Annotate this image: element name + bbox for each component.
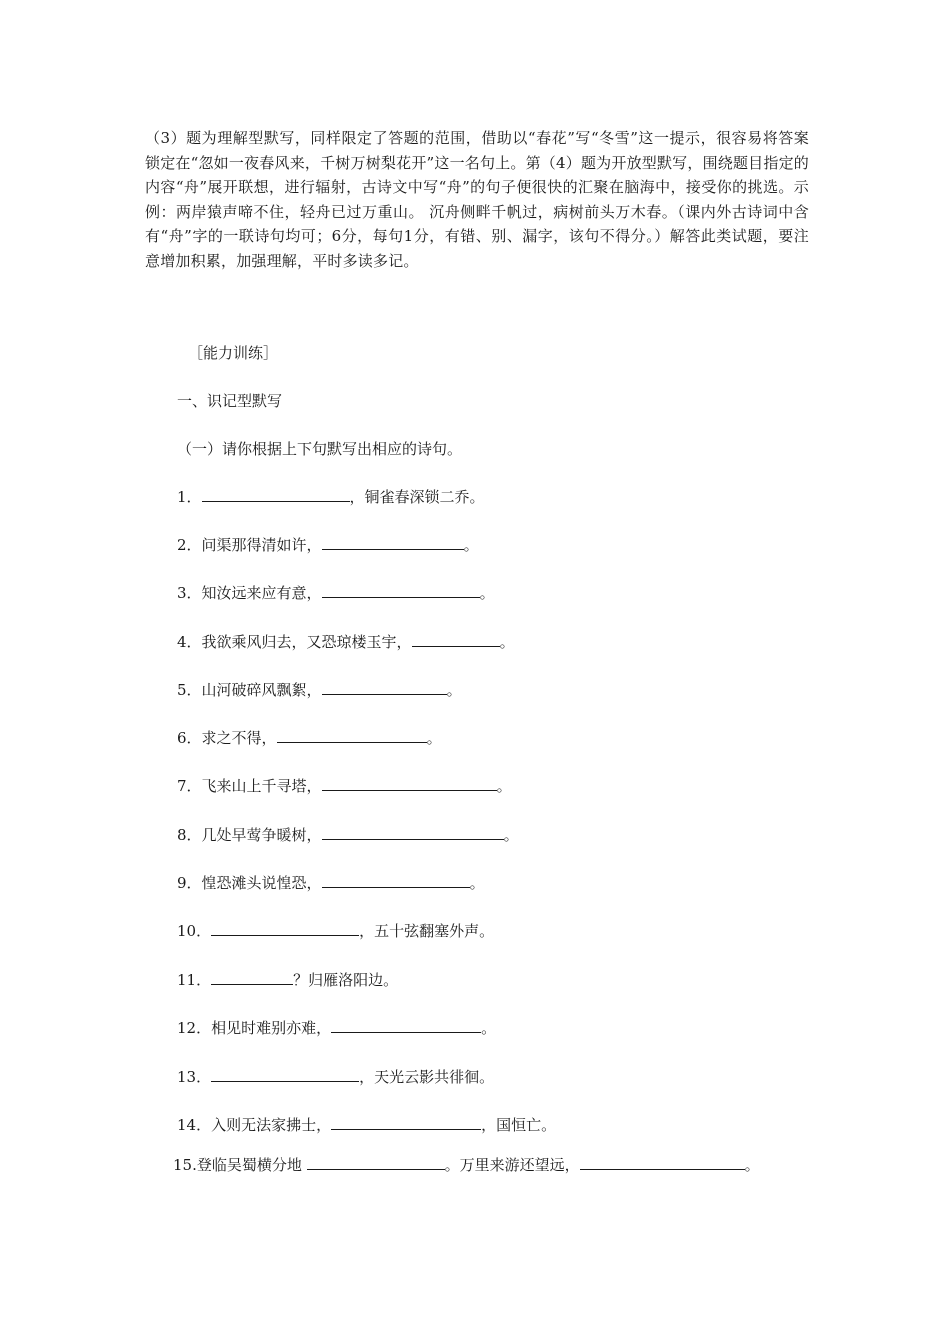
question-6: [177, 727, 442, 748]
question-text: ，天光云影共徘徊。: [359, 1068, 495, 1086]
answer-blank[interactable]: [277, 728, 427, 743]
question-text: ，国恒亡。: [481, 1116, 557, 1134]
question-text: ？归雁洛阳边。: [293, 971, 399, 989]
answer-blank[interactable]: [331, 1018, 481, 1033]
question-3: [177, 582, 495, 603]
question-12: [177, 1017, 496, 1038]
answer-blank[interactable]: [211, 1067, 359, 1082]
question-text: 。: [499, 633, 515, 651]
sub1-title: （一）请你根据上下句默写出相应的诗句。: [177, 440, 463, 458]
question-text: 。: [469, 874, 485, 892]
question-text: 知汝远来应有意，: [201, 584, 322, 602]
part1-title: 一、识记型默写: [177, 392, 283, 410]
question-text: 。: [481, 1019, 497, 1037]
question-text: 飞来山上千寻塔，: [201, 777, 322, 795]
question-number: 5．: [177, 681, 202, 699]
question-number: 14．: [177, 1116, 212, 1134]
question-text: ，铜雀春深锁二乔。: [349, 488, 485, 506]
question-number: 10．: [177, 922, 212, 940]
question-number: 4．: [177, 633, 202, 651]
question-number: 2．: [177, 536, 202, 554]
answer-blank[interactable]: [307, 1155, 445, 1170]
answer-blank[interactable]: [412, 632, 500, 647]
section-title: ［能力训练］: [188, 344, 279, 362]
question-text: 求之不得，: [201, 729, 277, 747]
question-number: 13．: [177, 1068, 212, 1086]
answer-blank[interactable]: [322, 535, 464, 550]
question-text: 。: [426, 729, 442, 747]
question-number: 6．: [177, 729, 202, 747]
question-text: 。: [463, 536, 479, 554]
question-text: ，五十弦翻塞外声。: [359, 922, 495, 940]
question-number: 12．: [177, 1019, 212, 1037]
question-13: [177, 1066, 494, 1087]
question-text: 相见时难别亦难，: [211, 1019, 332, 1037]
answer-blank[interactable]: [322, 873, 470, 888]
question-4: [177, 631, 515, 652]
question-text: 。: [496, 777, 512, 795]
intro-paragraph: （3）题为理解型默写，同样限定了答题的范围，借助以“春花”写“冬雪”这一提示，很容易将答案锁定在“忽如一夜春风来，千树万树梨花开”这一名句上。第（4）题为开放型默写，围绕题目指定的内容“舟”展开联想，进行辐射，古诗文中写“舟”的句子便很快的汇聚在脑海中，接受你的挑选。示例：两岸猿声啼不住，轻舟已过万重山。 沉舟侧畔千帆过，病树前头万木春。（课内外古诗词中含有“舟”字的一联诗句均可；6分，每句1分，有错、别、漏字，该句不得分。）解答此类试题，要注意增加积累，加强理解，平时多读多记。: [145, 129, 809, 270]
question-7: [177, 775, 512, 796]
question-9: [177, 872, 485, 893]
question-text: 。: [446, 681, 462, 699]
question-2: [177, 534, 479, 555]
question-number: 7．: [177, 777, 202, 795]
question-text: 山河破碎风飘絮，: [201, 681, 322, 699]
question-text: 问渠那得清如许，: [201, 536, 322, 554]
question-text: 。: [479, 584, 495, 602]
question-number: 9．: [177, 874, 202, 892]
question-number: 3．: [177, 584, 202, 602]
question-15: [173, 1154, 760, 1175]
question-text: 我欲乘风归去，又恐琼楼玉宇，: [201, 633, 412, 651]
question-14: [177, 1114, 556, 1135]
answer-blank[interactable]: [211, 921, 359, 936]
question-text: 。: [503, 826, 519, 844]
question-1: [177, 486, 485, 507]
question-10: [177, 920, 494, 941]
question-5: [177, 679, 462, 700]
answer-blank[interactable]: [322, 583, 480, 598]
question-11: [177, 969, 398, 990]
answer-blank[interactable]: [322, 825, 504, 840]
question-number: 8．: [177, 826, 202, 844]
answer-blank[interactable]: [211, 970, 293, 985]
question-text: 入则无法家拂士，: [211, 1116, 332, 1134]
question-text: 。万里来游还望远，: [444, 1156, 580, 1174]
answer-blank[interactable]: [331, 1115, 481, 1130]
question-text: 登临吴蜀横分地: [196, 1156, 307, 1174]
question-8: [177, 824, 519, 845]
answer-blank[interactable]: [322, 680, 447, 695]
question-text: 惶恐滩头说惶恐，: [201, 874, 322, 892]
answer-blank[interactable]: [322, 776, 497, 791]
answer-blank[interactable]: [580, 1155, 745, 1170]
question-number: 1．: [177, 488, 202, 506]
question-number: 11．: [177, 971, 212, 989]
question-text: 几处早莺争暖树，: [201, 826, 322, 844]
question-text: 。: [744, 1156, 760, 1174]
question-number: 15.: [173, 1156, 197, 1174]
answer-blank[interactable]: [202, 487, 350, 502]
